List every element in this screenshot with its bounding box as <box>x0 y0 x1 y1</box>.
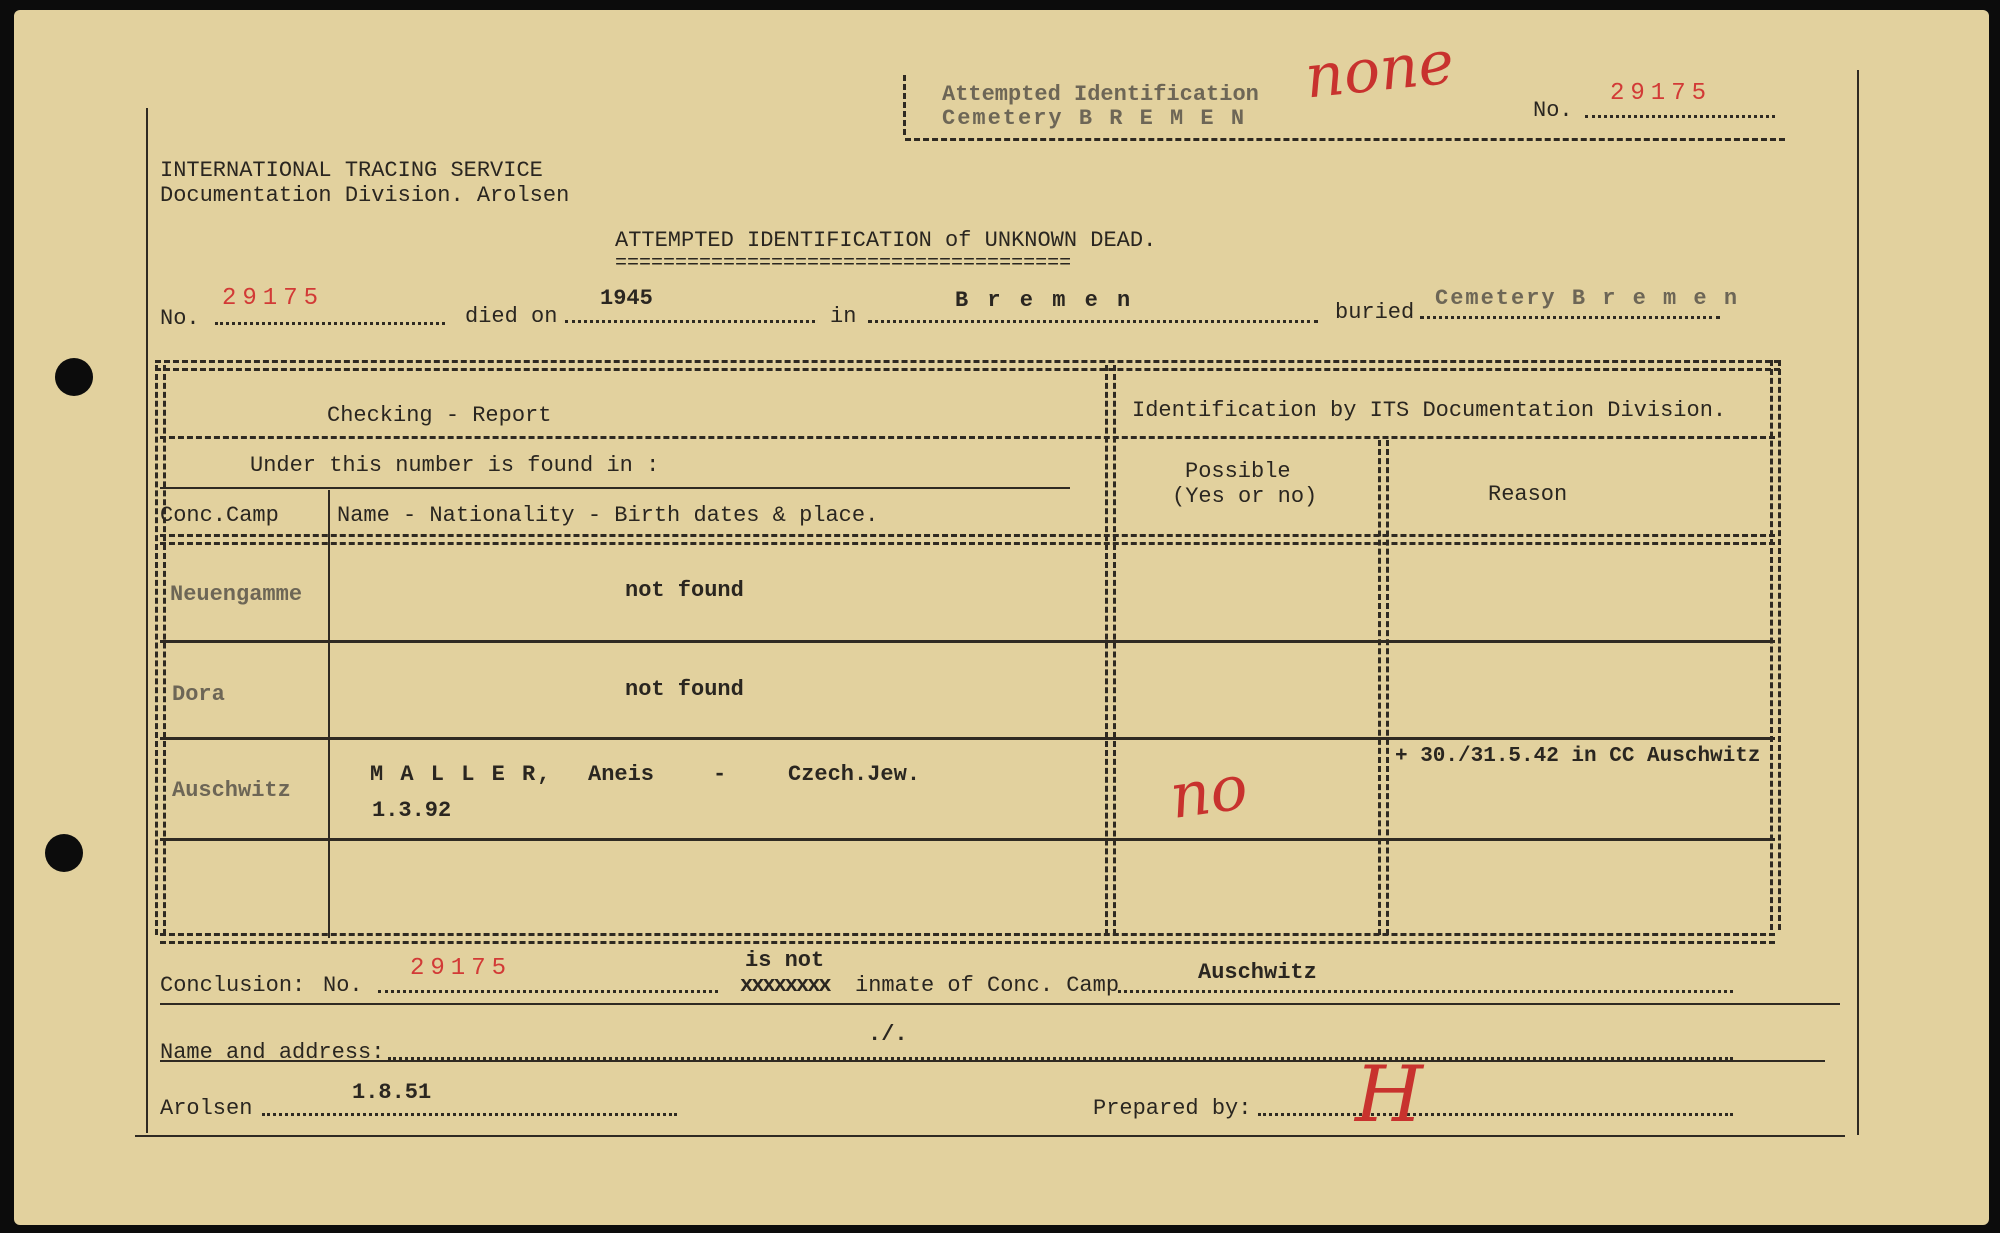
col-header-possible-2: (Yes or no) <box>1172 484 1318 509</box>
table-top-border <box>155 360 1780 371</box>
table-bottom-border <box>160 933 1775 944</box>
table-mid-divider <box>1105 365 1116 935</box>
table-row-name: not found <box>625 677 744 702</box>
table-row-dash: - <box>713 762 727 787</box>
row-1-sep <box>160 640 1775 643</box>
identification-header: Identification by ITS Documentation Division. <box>1132 398 1727 423</box>
conclusion-no-label: No. <box>323 973 363 998</box>
stamp-left-border <box>903 75 906 135</box>
org-line-1: INTERNATIONAL TRACING SERVICE <box>160 158 543 183</box>
table-right-border <box>1770 360 1781 930</box>
table-row-surname: M A L L E R, <box>370 762 553 787</box>
in-dots <box>868 320 1318 323</box>
table-row-nationality: Czech.Jew. <box>788 762 921 787</box>
in-label: in <box>830 304 857 329</box>
conclusion-no-dots <box>378 990 718 993</box>
buried-value: Cemetery B r e m e n <box>1435 286 1740 311</box>
name-address-sep-line <box>160 1060 1825 1062</box>
conclusion-status: is not <box>745 948 825 973</box>
table-row-camp: Auschwitz <box>172 778 291 803</box>
buried-dots <box>1420 316 1720 319</box>
place-label: Arolsen <box>160 1096 253 1121</box>
row-2-sep <box>160 737 1775 740</box>
prepared-by-signature: H <box>1355 1050 1424 1140</box>
conclusion-inmate-text: inmate of Conc. Camp <box>855 973 1120 998</box>
died-on-dots <box>565 320 815 323</box>
date-dots <box>262 1113 677 1116</box>
header-sep-line <box>160 436 1775 439</box>
record-no-dots <box>215 322 445 325</box>
prepared-by-label: Prepared by: <box>1093 1096 1252 1121</box>
conclusion-camp-dots <box>1118 990 1733 993</box>
col-header-name: Name - Nationality - Birth dates & place. <box>337 503 879 528</box>
punch-hole-top <box>55 358 93 396</box>
checking-report-header: Checking - Report <box>327 403 552 428</box>
org-line-2: Documentation Division. Arolsen <box>160 183 570 208</box>
record-no-value: 29175 <box>222 285 325 312</box>
stamp-bottom-border <box>905 138 1785 141</box>
conclusion-no-value: 29175 <box>410 955 513 982</box>
date-value: 1.8.51 <box>352 1080 432 1105</box>
stamp-line-2: Cemetery B R E M E N <box>942 106 1247 131</box>
name-address-value: ./. <box>868 1022 908 1047</box>
table-row-birth: 1.3.92 <box>372 798 452 823</box>
in-value: B r e m e n <box>955 288 1134 313</box>
under-number-subheader: Under this number is found in : <box>250 453 660 478</box>
conclusion-label: Conclusion: <box>160 973 306 998</box>
stamp-no-value: 29175 <box>1610 80 1713 107</box>
row-3-sep <box>160 838 1775 841</box>
subheader-sep-line <box>160 487 1070 489</box>
table-camp-divider <box>328 490 330 938</box>
name-address-label: Name and address: <box>160 1040 385 1065</box>
col-header-reason: Reason <box>1488 482 1568 507</box>
conclusion-struck-word: xxxxxxxx <box>740 973 830 998</box>
table-left-border <box>155 365 166 935</box>
title-underline: ====================================== <box>615 252 1072 275</box>
buried-label: buried <box>1335 300 1415 325</box>
col-header-sep-line <box>160 534 1775 545</box>
table-row-possible: no <box>1165 749 1252 834</box>
table-row-camp: Neuengamme <box>170 582 303 607</box>
died-on-value: 1945 <box>600 286 653 311</box>
died-on-label: died on <box>465 304 558 329</box>
stamp-line-1: Attempted Identification <box>942 82 1259 107</box>
table-row-reason: + 30./31.5.42 in CC Auschwitz <box>1395 745 1761 768</box>
col-header-camp: Conc.Camp <box>160 503 279 528</box>
punch-hole-bottom <box>45 834 83 872</box>
frame-bottom-line <box>135 1135 1845 1137</box>
table-row-name: not found <box>625 578 744 603</box>
handwritten-none: none <box>1301 27 1458 113</box>
stamp-no-label: No. <box>1533 98 1573 123</box>
table-row-given-name: Aneis <box>588 762 655 787</box>
col-header-possible-1: Possible <box>1185 459 1291 484</box>
table-row-camp: Dora <box>172 682 225 707</box>
record-no-label: No. <box>160 306 200 331</box>
stamp-no-dots <box>1585 115 1775 118</box>
table-reason-divider <box>1378 440 1389 935</box>
frame-right-line <box>1857 70 1859 1135</box>
prepared-by-dots <box>1258 1113 1733 1116</box>
document-title: ATTEMPTED IDENTIFICATION of UNKNOWN DEAD. <box>615 228 1157 253</box>
frame-left-line <box>146 108 148 1133</box>
conclusion-sep-line <box>160 1003 1840 1005</box>
conclusion-camp: Auschwitz <box>1198 960 1317 985</box>
